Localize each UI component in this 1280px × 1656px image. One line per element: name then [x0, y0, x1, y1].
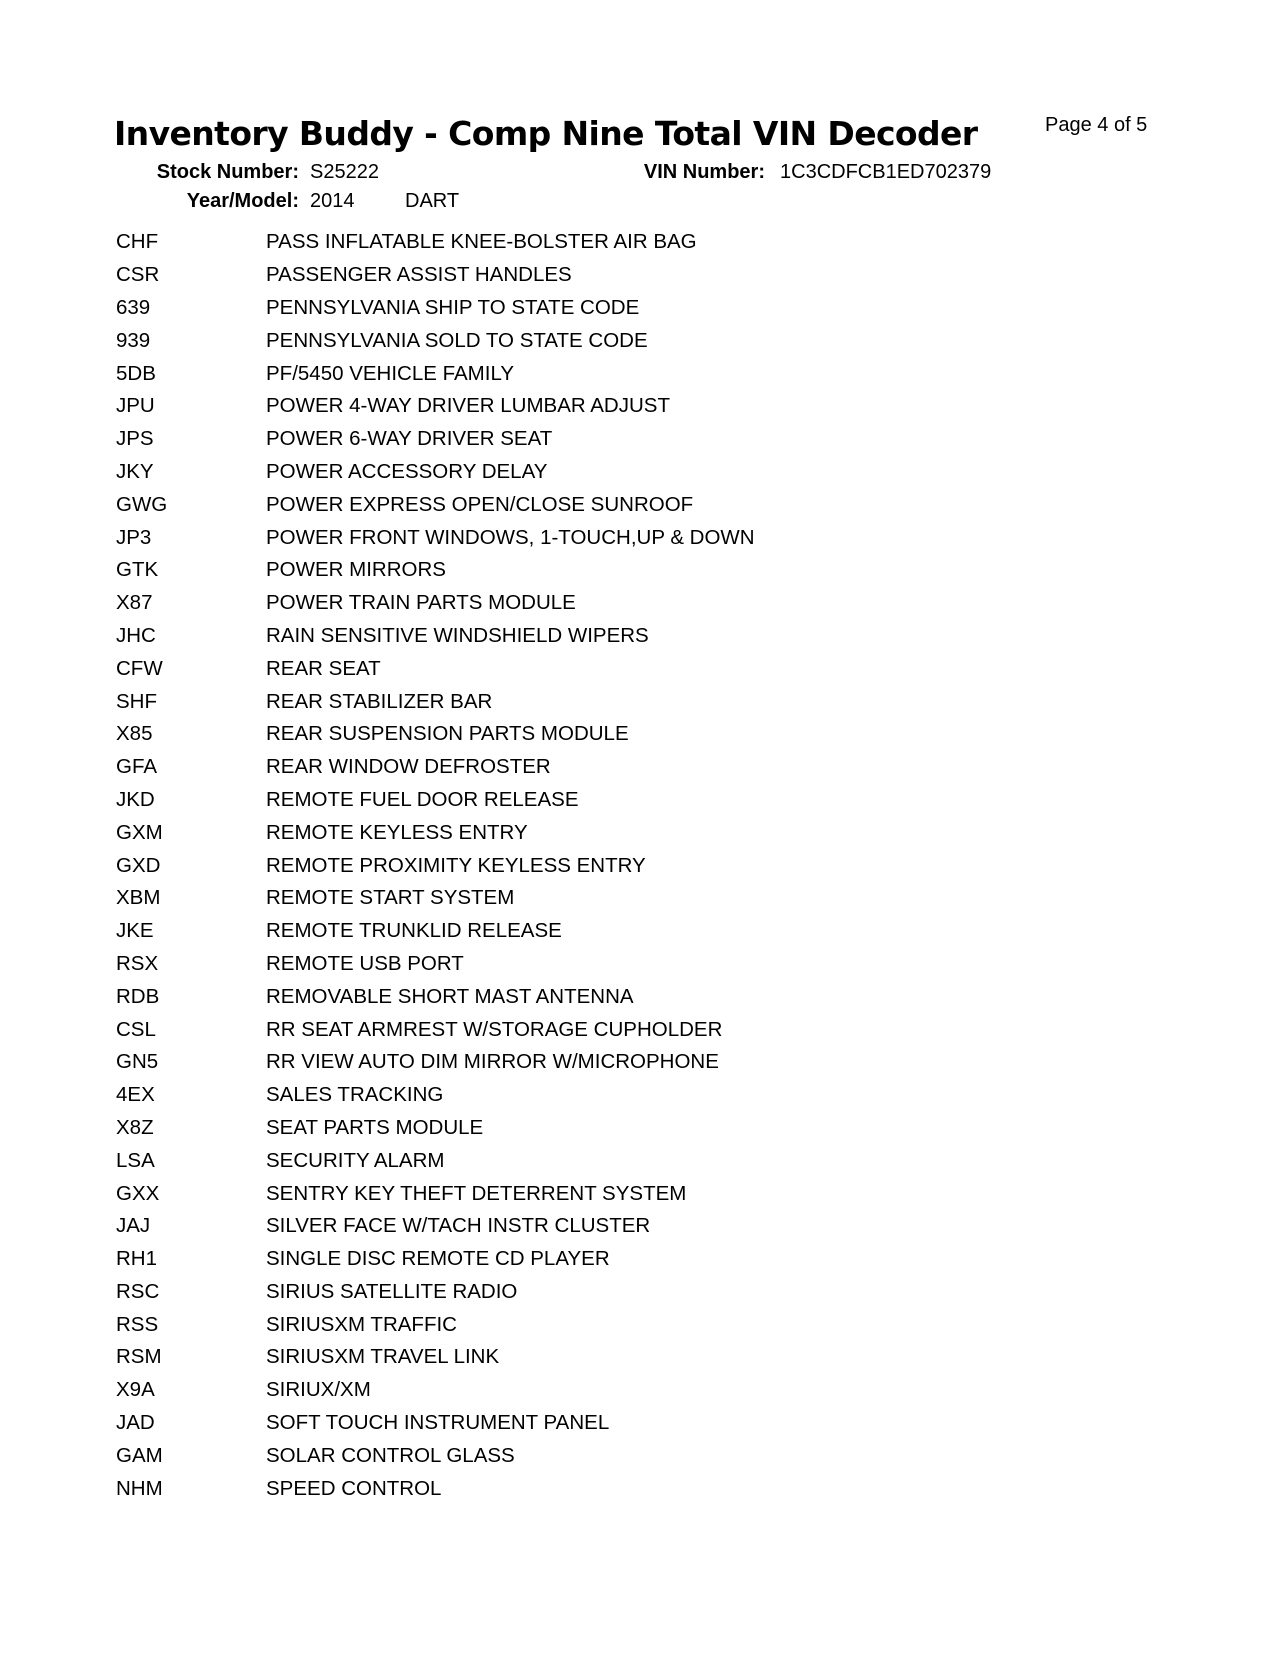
- option-row: [116, 1112, 1016, 1145]
- option-row: [116, 1276, 1016, 1309]
- option-row: [116, 948, 1016, 981]
- option-code: X9A: [116, 1378, 155, 1402]
- option-code: RSC: [116, 1279, 160, 1303]
- model-value: DART: [405, 190, 460, 212]
- option-row: [116, 1079, 1016, 1112]
- option-code: JKD: [116, 787, 155, 811]
- option-code: CHF: [116, 230, 159, 254]
- option-row: [116, 685, 1016, 718]
- option-description: SIRIUX/XM: [266, 1378, 371, 1402]
- year-model-label: Year/Model:: [186, 190, 299, 212]
- option-code: SHF: [116, 689, 157, 713]
- option-row: [116, 521, 1016, 554]
- option-description: PENNSYLVANIA SOLD TO STATE CODE: [266, 328, 648, 352]
- option-code: CSR: [116, 263, 160, 287]
- option-row: [116, 620, 1016, 653]
- option-code: RSM: [116, 1345, 162, 1369]
- option-description: PASSENGER ASSIST HANDLES: [266, 263, 572, 287]
- option-code: JPS: [116, 427, 154, 451]
- option-description: REMOTE USB PORT: [266, 951, 464, 975]
- option-code: JAD: [116, 1411, 155, 1435]
- option-description: REMOVABLE SHORT MAST ANTENNA: [266, 984, 634, 1008]
- option-code: 939: [116, 328, 151, 352]
- option-row: [116, 554, 1016, 587]
- option-description: RAIN SENSITIVE WINDSHIELD WIPERS: [266, 623, 649, 647]
- option-description: REMOTE TRUNKLID RELEASE: [266, 919, 562, 943]
- option-code: GN5: [116, 1050, 159, 1074]
- option-row: [116, 1210, 1016, 1243]
- option-description: SPEED CONTROL: [266, 1476, 442, 1500]
- option-description: RR VIEW AUTO DIM MIRROR W/MICROPHONE: [266, 1050, 719, 1074]
- option-description: REAR WINDOW DEFROSTER: [266, 755, 551, 779]
- option-code: GXD: [116, 853, 161, 877]
- option-description: POWER MIRRORS: [266, 558, 446, 582]
- option-code: X87: [116, 591, 153, 615]
- option-description: SIRIUSXM TRAVEL LINK: [266, 1345, 500, 1369]
- option-code: JP3: [116, 525, 152, 549]
- option-row: [116, 587, 1016, 620]
- option-code: 4EX: [116, 1083, 155, 1107]
- option-row: [116, 259, 1016, 292]
- option-description: SALES TRACKING: [266, 1083, 444, 1107]
- option-row: [116, 357, 1016, 390]
- option-row: [116, 1341, 1016, 1374]
- option-description: RR SEAT ARMREST W/STORAGE CUPHOLDER: [266, 1017, 723, 1041]
- option-row: [116, 390, 1016, 423]
- option-description: SINGLE DISC REMOTE CD PLAYER: [266, 1247, 610, 1271]
- option-code-list: [116, 226, 1016, 1505]
- option-row: [116, 456, 1016, 489]
- option-description: REMOTE PROXIMITY KEYLESS ENTRY: [266, 853, 646, 877]
- stock-number-label: Stock Number:: [156, 161, 299, 183]
- option-code: RDB: [116, 984, 160, 1008]
- option-row: [116, 1472, 1016, 1505]
- document-title: Inventory Buddy - Comp Nine Total VIN Decoder: [114, 114, 978, 153]
- page-number: Page 4 of 5: [1045, 114, 1148, 136]
- option-row: [116, 1439, 1016, 1472]
- option-description: SIRIUSXM TRAFFIC: [266, 1312, 457, 1336]
- option-row: [116, 652, 1016, 685]
- option-row: [116, 915, 1016, 948]
- option-row: [116, 1407, 1016, 1440]
- option-code: CSL: [116, 1017, 156, 1041]
- option-code: JKE: [116, 919, 154, 943]
- option-code: NHM: [116, 1476, 163, 1500]
- option-description: SIRIUS SATELLITE RADIO: [266, 1279, 518, 1303]
- option-description: POWER 6-WAY DRIVER SEAT: [266, 427, 553, 451]
- option-row: [116, 784, 1016, 817]
- option-description: SOLAR CONTROL GLASS: [266, 1443, 515, 1467]
- option-row: [116, 1144, 1016, 1177]
- option-description: SECURITY ALARM: [266, 1148, 445, 1172]
- option-code: X8Z: [116, 1115, 154, 1139]
- option-description: POWER EXPRESS OPEN/CLOSE SUNROOF: [266, 492, 694, 516]
- option-description: POWER FRONT WINDOWS, 1-TOUCH,UP & DOWN: [266, 525, 755, 549]
- option-row: [116, 1177, 1016, 1210]
- option-row: [116, 292, 1016, 325]
- option-code: GWG: [116, 492, 168, 516]
- option-row: [116, 718, 1016, 751]
- option-row: [116, 751, 1016, 784]
- option-row: [116, 324, 1016, 357]
- option-row: [116, 1308, 1016, 1341]
- option-description: PASS INFLATABLE KNEE-BOLSTER AIR BAG: [266, 230, 697, 254]
- option-row: [116, 1243, 1016, 1276]
- option-description: SOFT TOUCH INSTRUMENT PANEL: [266, 1411, 610, 1435]
- option-row: [116, 882, 1016, 915]
- option-description: REMOTE FUEL DOOR RELEASE: [266, 787, 579, 811]
- option-row: [116, 488, 1016, 521]
- option-description: PF/5450 VEHICLE FAMILY: [266, 361, 515, 385]
- year-value: 2014: [310, 190, 355, 212]
- option-row: [116, 423, 1016, 456]
- option-code: XBM: [116, 886, 161, 910]
- option-description: REAR STABILIZER BAR: [266, 689, 493, 713]
- option-description: POWER ACCESSORY DELAY: [266, 459, 548, 483]
- option-description: REMOTE START SYSTEM: [266, 886, 515, 910]
- option-code: GAM: [116, 1443, 163, 1467]
- option-code: LSA: [116, 1148, 155, 1172]
- option-row: [116, 816, 1016, 849]
- option-code: RSS: [116, 1312, 159, 1336]
- option-code: RH1: [116, 1247, 158, 1271]
- option-row: [116, 980, 1016, 1013]
- option-description: SENTRY KEY THEFT DETERRENT SYSTEM: [266, 1181, 687, 1205]
- option-code: GTK: [116, 558, 159, 582]
- option-row: [116, 849, 1016, 882]
- stock-number-value: S25222: [310, 161, 379, 183]
- option-code: GFA: [116, 755, 158, 779]
- option-code: CFW: [116, 656, 163, 680]
- option-description: POWER 4-WAY DRIVER LUMBAR ADJUST: [266, 394, 670, 418]
- option-code: RSX: [116, 951, 159, 975]
- option-code: 5DB: [116, 361, 156, 385]
- option-description: REAR SEAT: [266, 656, 381, 680]
- option-code: 639: [116, 295, 151, 319]
- option-description: PENNSYLVANIA SHIP TO STATE CODE: [266, 295, 640, 319]
- option-code: GXM: [116, 820, 163, 844]
- vin-number-value: 1C3CDFCB1ED702379: [780, 161, 992, 183]
- option-code: JPU: [116, 394, 155, 418]
- option-description: POWER TRAIN PARTS MODULE: [266, 591, 576, 615]
- option-description: REAR SUSPENSION PARTS MODULE: [266, 722, 629, 746]
- option-row: [116, 226, 1016, 259]
- option-row: [116, 1013, 1016, 1046]
- option-row: [116, 1046, 1016, 1079]
- option-description: SEAT PARTS MODULE: [266, 1115, 484, 1139]
- option-description: SILVER FACE W/TACH INSTR CLUSTER: [266, 1214, 651, 1238]
- option-description: REMOTE KEYLESS ENTRY: [266, 820, 528, 844]
- option-code: X85: [116, 722, 153, 746]
- option-code: JAJ: [116, 1214, 151, 1238]
- option-code: JHC: [116, 623, 156, 647]
- option-code: GXX: [116, 1181, 160, 1205]
- vin-number-label: VIN Number:: [643, 161, 765, 183]
- option-code: JKY: [116, 459, 154, 483]
- option-row: [116, 1374, 1016, 1407]
